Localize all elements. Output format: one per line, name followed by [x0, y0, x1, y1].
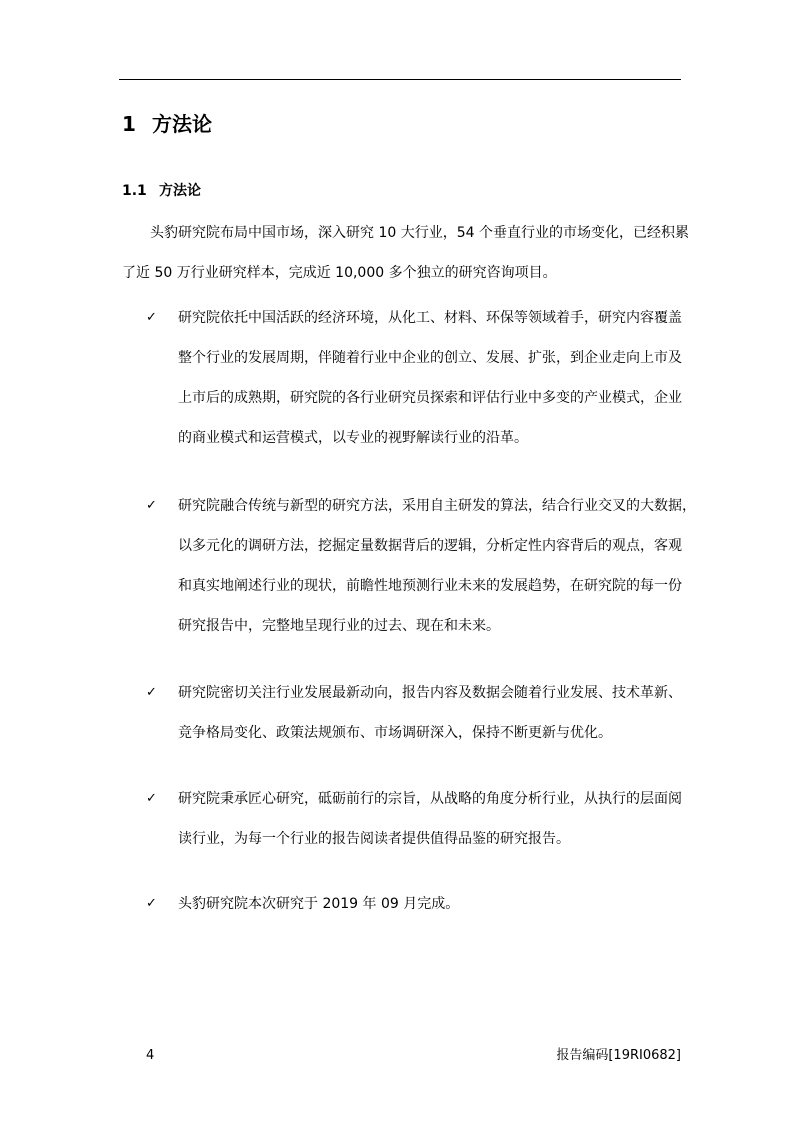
checkmark-icon: ✓ [146, 685, 157, 700]
checkmark-icon: ✓ [146, 896, 157, 911]
bullet-line: 上市后的成熟期，研究院的各行业研究员探索和评估行业中多变的产业模式，企业 [178, 390, 682, 406]
subsection-number: 1.1 [122, 183, 147, 199]
bullet-line: 以多元化的调研方法，挖掘定量数据背后的逻辑，分析定性内容背后的观点，客观 [178, 538, 682, 554]
intro-line: 了近 50 万行业研究样本，完成近 10,000 多个独立的研究咨询项目。 [122, 265, 557, 281]
bullet-line: 读行业，为每一个行业的报告阅读者提供值得品鉴的研究报告。 [178, 831, 570, 847]
checkmark-icon: ✓ [146, 310, 157, 325]
subsection-heading [122, 181, 201, 201]
section-number: 1 [122, 112, 136, 136]
bullet-line: 整个行业的发展周期，伴随着行业中企业的创立、发展、扩张，到企业走向上市及 [178, 350, 682, 366]
bullet-line: 的商业模式和运营模式，以专业的视野解读行业的沿革。 [178, 430, 528, 446]
bullet-line: 和真实地阐述行业的现状，前瞻性地预测行业未来的发展趋势，在研究院的每一份 [178, 578, 682, 594]
subsection-title: 方法论 [159, 183, 201, 199]
bullet-line: 研究院依托中国活跃的经济环境，从化工、材料、环保等领域着手，研究内容覆盖 [178, 310, 682, 326]
bullet-line: 竞争格局变化、政策法规颁布、市场调研深入，保持不断更新与优化。 [178, 725, 612, 741]
intro-line: 头豹研究院布局中国市场，深入研究 10 大行业，54 个垂直行业的市场变化，已经积累 [150, 225, 689, 241]
section-title: 方法论 [152, 112, 212, 136]
intro-paragraph [122, 213, 689, 293]
report-code: 报告编码[19RI0682] [556, 1048, 681, 1063]
bullet-line: 研究报告中，完整地呈现行业的过去、现在和未来。 [178, 618, 500, 634]
checkmark-icon: ✓ [146, 791, 157, 806]
bullet-line: 研究院融合传统与新型的研究方法，采用自主研发的算法，结合行业交叉的大数据， [178, 498, 696, 514]
section-heading [122, 110, 212, 138]
checkmark-icon: ✓ [146, 498, 157, 513]
bullet-line: 研究院秉承匠心研究，砥砺前行的宗旨，从战略的角度分析行业，从执行的层面阅 [178, 791, 682, 807]
bullet-line: 头豹研究院本次研究于 2019 年 09 月完成。 [178, 896, 460, 912]
bullet-line: 研究院密切关注行业发展最新动向，报告内容及数据会随着行业发展、技术革新、 [178, 685, 682, 701]
page-number: 4 [146, 1048, 155, 1063]
header-rule [119, 79, 681, 80]
